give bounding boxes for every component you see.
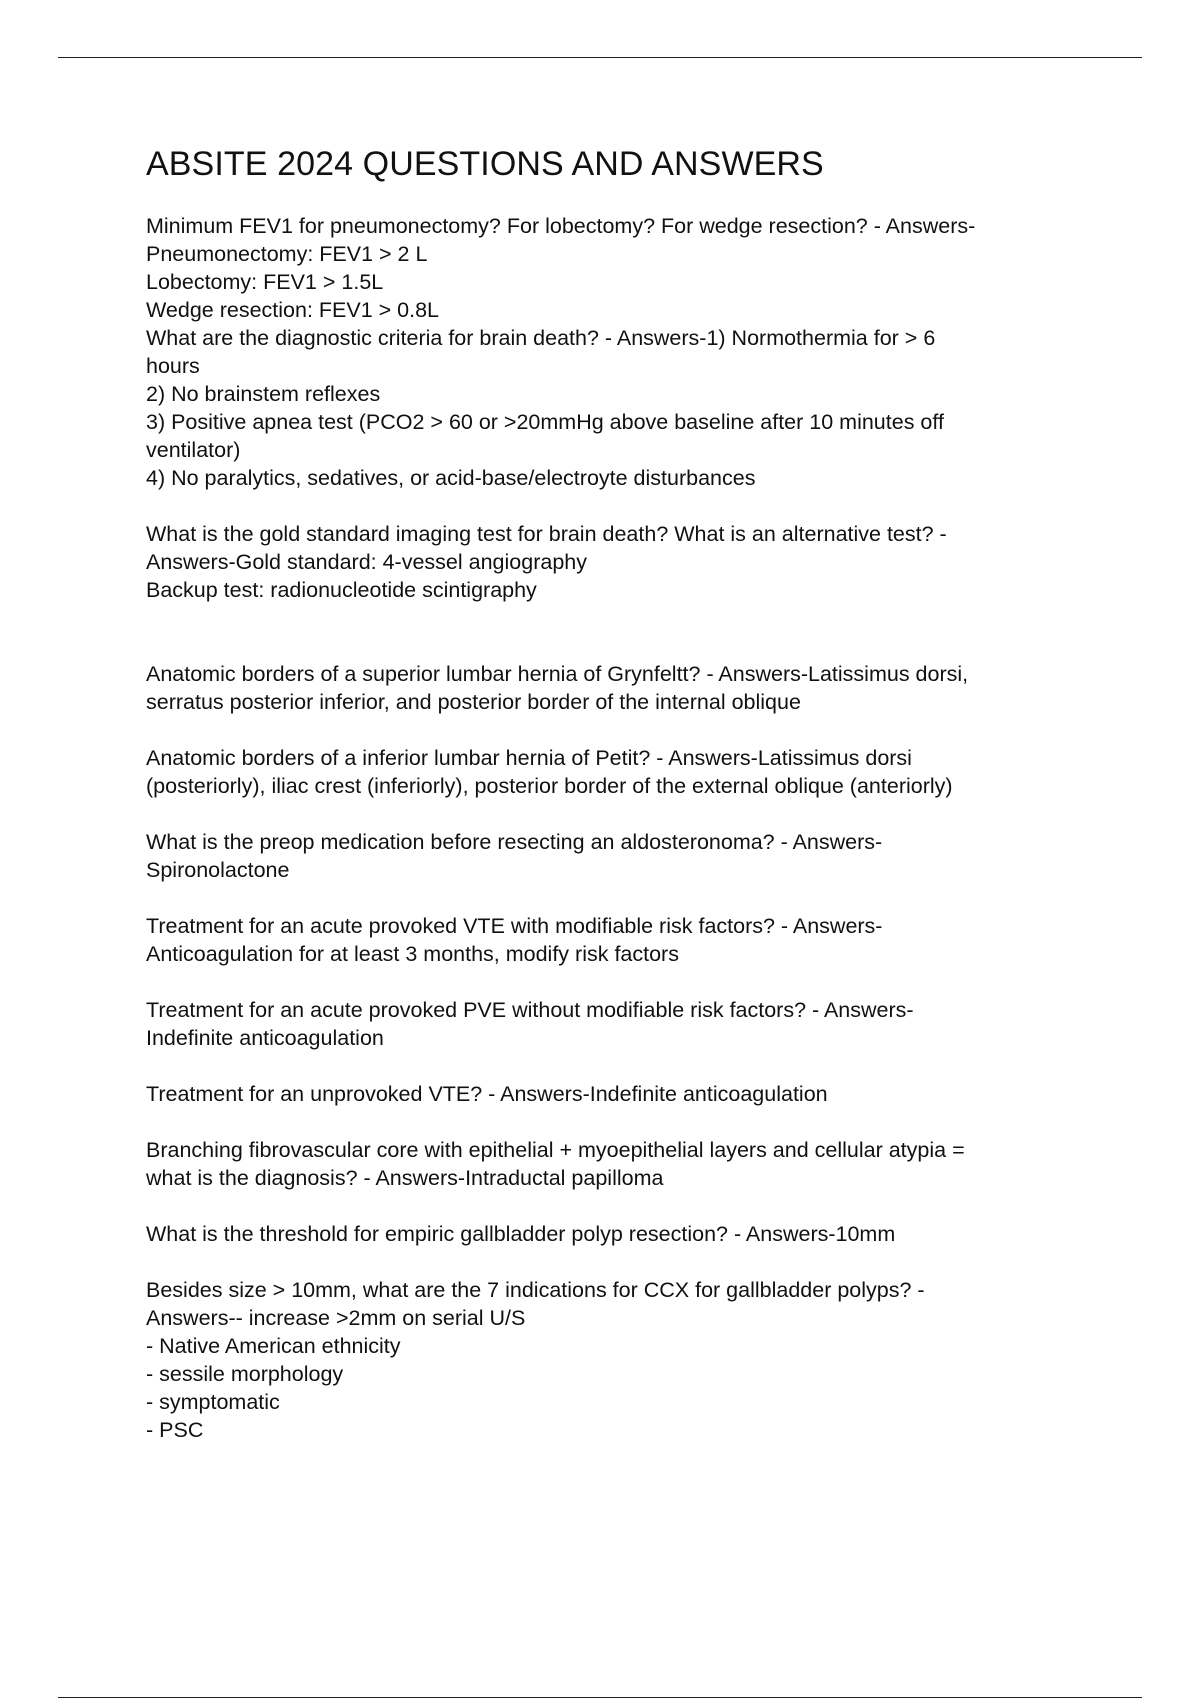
qa-line: 4) No paralytics, sedatives, or acid-base/electroyte disturbances — [146, 466, 756, 490]
qa-line: Besides size > 10mm, what are the 7 indications for CCX for gallbladder polyps? - — [146, 1278, 925, 1302]
qa-line: ventilator) — [146, 438, 241, 462]
qa-entry — [146, 1136, 1091, 1192]
qa-entry — [146, 1080, 1091, 1108]
qa-line: Answers-Gold standard: 4-vessel angiography — [146, 550, 587, 574]
qa-line: - PSC — [146, 1418, 204, 1442]
document-title: ABSITE 2024 QUESTIONS AND ANSWERS — [146, 145, 824, 183]
qa-line: Minimum FEV1 for pneumonectomy? For lobectomy? For wedge resection? - Answers- — [146, 214, 976, 238]
qa-line: Anatomic borders of a inferior lumbar hernia of Petit? - Answers-Latissimus dorsi — [146, 746, 912, 770]
qa-entry — [146, 1220, 1091, 1248]
qa-line: Lobectomy: FEV1 > 1.5L — [146, 270, 384, 294]
qa-line: 3) Positive apnea test (PCO2 > 60 or >20mmHg above baseline after 10 minutes off — [146, 410, 944, 434]
qa-line: what is the diagnosis? - Answers-Intraductal papilloma — [146, 1166, 664, 1190]
qa-line: What is the preop medication before resecting an aldosteronoma? - Answers- — [146, 830, 883, 854]
qa-line: Pneumonectomy: FEV1 > 2 L — [146, 242, 428, 266]
top-rule — [58, 57, 1142, 58]
qa-entry — [146, 996, 1091, 1052]
qa-entry — [146, 828, 1091, 884]
qa-line: Treatment for an acute provoked PVE without modifiable risk factors? - Answers- — [146, 998, 914, 1022]
qa-line: hours — [146, 354, 200, 378]
qa-line: What are the diagnostic criteria for brain death? - Answers-1) Normothermia for > 6 — [146, 326, 936, 350]
qa-line: Wedge resection: FEV1 > 0.8L — [146, 298, 440, 322]
qa-entry — [146, 212, 1091, 492]
qa-line: - symptomatic — [146, 1390, 280, 1414]
qa-line: Answers-- increase >2mm on serial U/S — [146, 1306, 526, 1330]
qa-line: (posteriorly), iliac crest (inferiorly), posterior border of the external oblique (anteriorly) — [146, 774, 953, 798]
qa-line: Indefinite anticoagulation — [146, 1026, 384, 1050]
qa-line: 2) No brainstem reflexes — [146, 382, 381, 406]
qa-entry — [146, 660, 1091, 716]
qa-line: - Native American ethnicity — [146, 1334, 401, 1358]
qa-entry — [146, 744, 1091, 800]
qa-entry — [146, 520, 1091, 604]
qa-line: - sessile morphology — [146, 1362, 344, 1386]
qa-line: Anatomic borders of a superior lumbar hernia of Grynfeltt? - Answers-Latissimus dorsi, — [146, 662, 969, 686]
page-content — [146, 142, 1091, 1444]
qa-line: What is the gold standard imaging test for brain death? What is an alternative test? - — [146, 522, 947, 546]
qa-line: Treatment for an acute provoked VTE with modifiable risk factors? - Answers- — [146, 914, 883, 938]
qa-line: Branching fibrovascular core with epithelial + myoepithelial layers and cellular atypia = — [146, 1138, 965, 1162]
qa-entry — [146, 1276, 1091, 1444]
qa-line: serratus posterior inferior, and posterior border of the internal oblique — [146, 690, 801, 714]
qa-line: What is the threshold for empiric gallbladder polyp resection? - Answers-10mm — [146, 1222, 896, 1246]
qa-line: Backup test: radionucleotide scintigraphy — [146, 578, 537, 602]
qa-line: Spironolactone — [146, 858, 290, 882]
qa-line: Treatment for an unprovoked VTE? - Answers-Indefinite anticoagulation — [146, 1082, 828, 1106]
qa-line: Anticoagulation for at least 3 months, modify risk factors — [146, 942, 679, 966]
bottom-rule — [58, 1697, 1142, 1698]
qa-entry — [146, 912, 1091, 968]
